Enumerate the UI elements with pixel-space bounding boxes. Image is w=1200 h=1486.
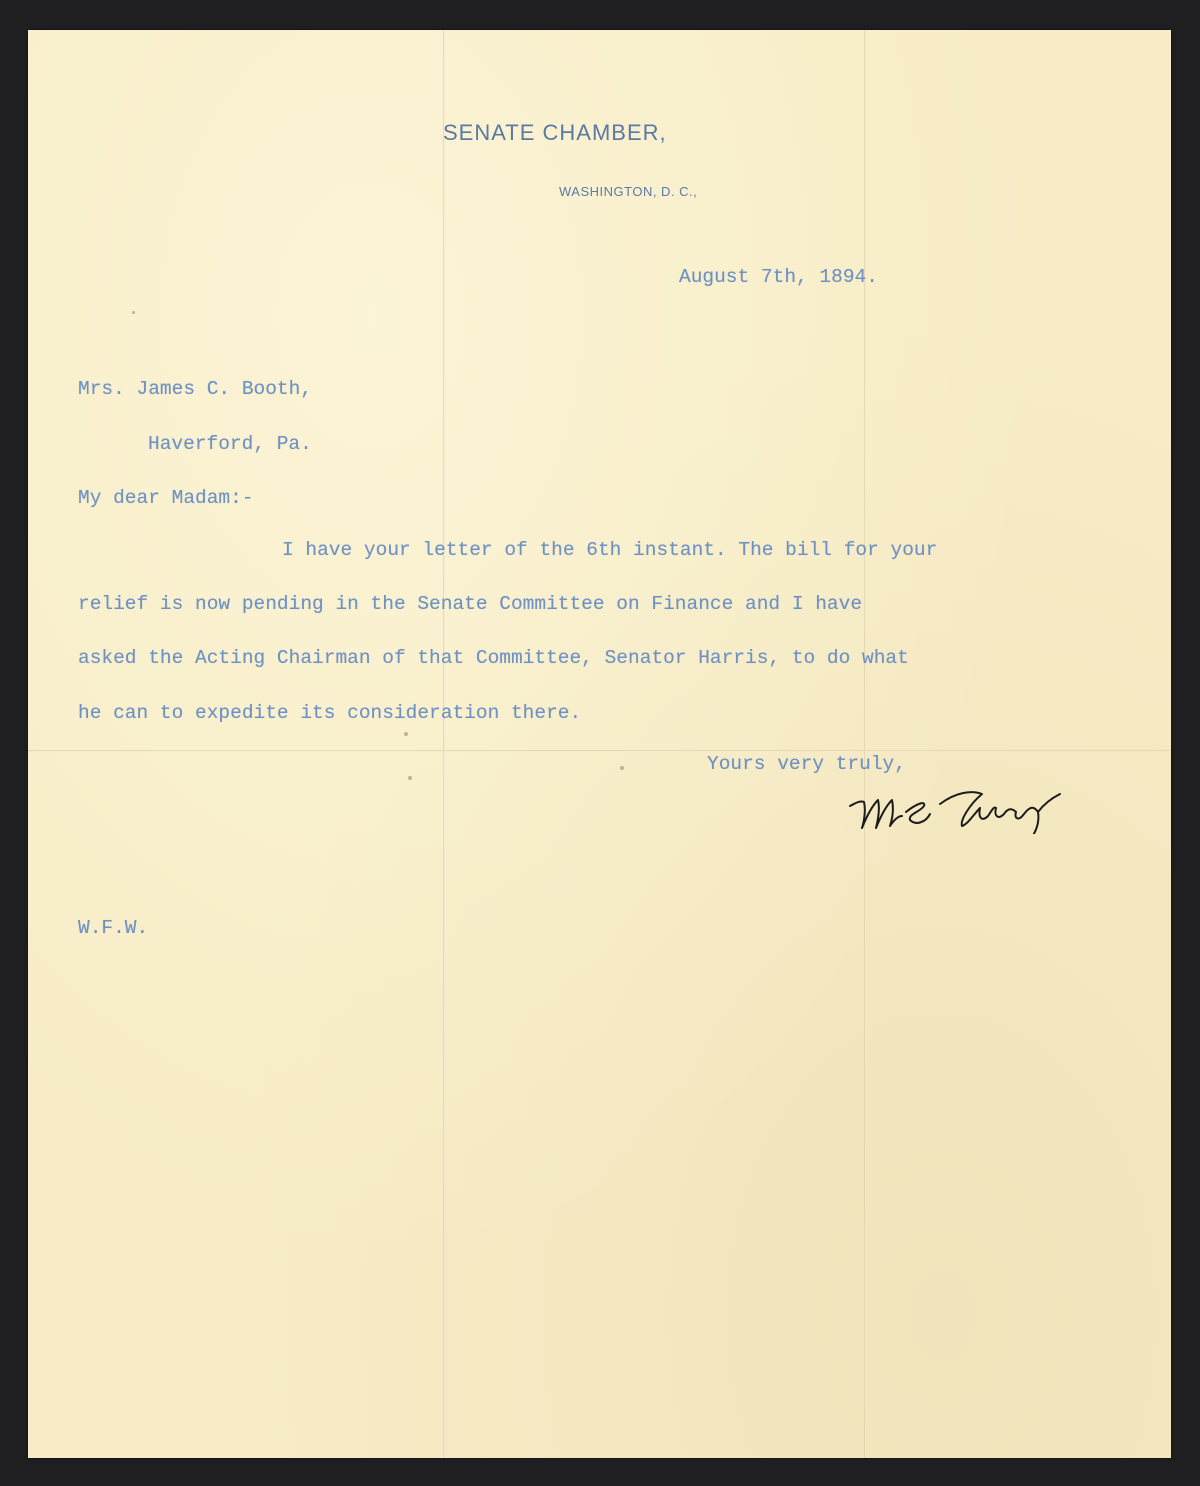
paper-spot	[408, 776, 412, 780]
signature	[820, 764, 1070, 834]
body-line: asked the Acting Chairman of that Committee, Senator Harris, to do what	[78, 647, 909, 669]
closing: Yours very truly,	[707, 753, 906, 775]
typist-initials: W.F.W.	[78, 917, 149, 939]
paper-spot	[132, 311, 135, 314]
paper-spot	[620, 766, 624, 770]
salutation: My dear Madam:-	[78, 487, 254, 509]
body-line: I have your letter of the 6th instant. The bill for your	[282, 539, 938, 561]
letterhead-title: SENATE CHAMBER,	[443, 120, 667, 145]
fold-line	[864, 30, 866, 1458]
fold-line	[443, 30, 445, 1458]
recipient-place: Haverford, Pa.	[148, 433, 312, 455]
paper-spot	[404, 732, 408, 736]
recipient-name: Mrs. James C. Booth,	[78, 378, 313, 400]
body-line: relief is now pending in the Senate Committee on Finance and I have	[78, 593, 863, 615]
body-line: he can to expedite its consideration there.	[78, 702, 582, 724]
letter-date: August 7th, 1894.	[679, 266, 878, 288]
letter-sheet	[28, 30, 1171, 1458]
fold-line	[28, 750, 1171, 752]
letterhead-location: WASHINGTON, D. C.,	[559, 184, 698, 199]
